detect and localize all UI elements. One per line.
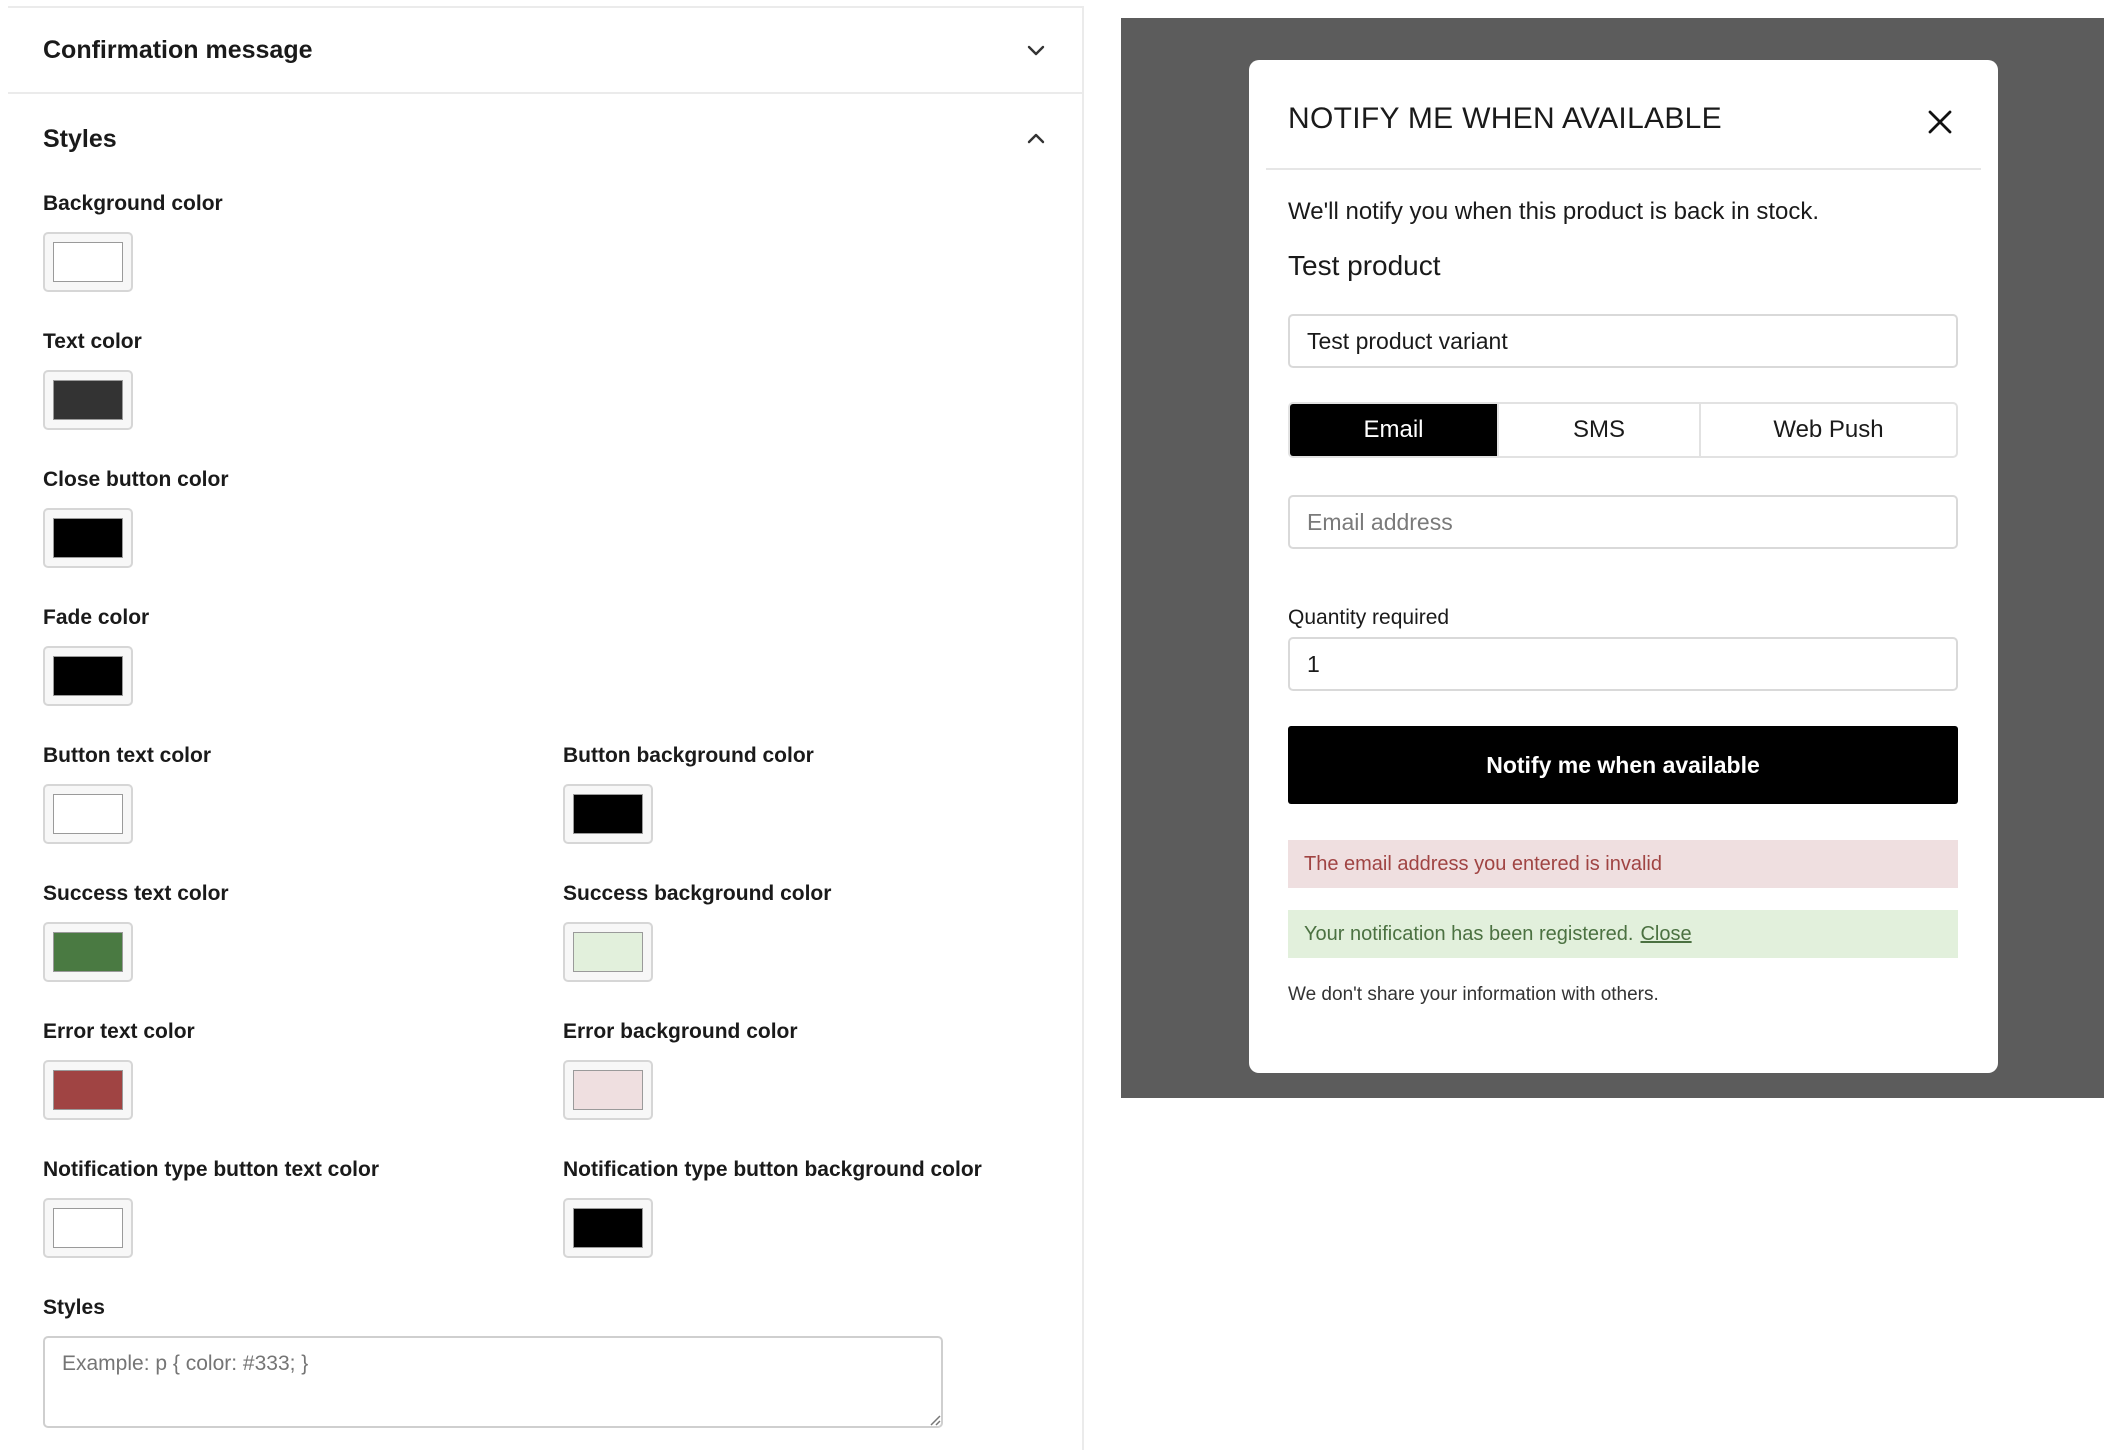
field-label: Success text color xyxy=(43,882,229,905)
resize-grip-icon[interactable] xyxy=(929,1414,941,1426)
modal-title: NOTIFY ME WHEN AVAILABLE xyxy=(1288,102,1722,135)
notification-type-tabs xyxy=(1288,402,1958,458)
error-background-color-swatch[interactable] xyxy=(563,1060,653,1120)
custom-styles-textarea[interactable] xyxy=(43,1336,943,1428)
quantity-value: 1 xyxy=(1307,650,1320,677)
background-color-field xyxy=(43,190,223,292)
field-label: Text color xyxy=(43,330,142,353)
button-text-color-field xyxy=(43,742,211,844)
field-label: Fade color xyxy=(43,606,150,629)
notification-type-button-background-color-field xyxy=(563,1156,982,1258)
swatch-color xyxy=(53,1070,123,1110)
field-label: Error text color xyxy=(43,1020,195,1043)
swatch-color xyxy=(53,1208,123,1248)
button-text-color-swatch[interactable] xyxy=(43,784,133,844)
chevron-down-icon xyxy=(1024,38,1048,62)
accordion-styles[interactable] xyxy=(8,96,1082,182)
email-input[interactable] xyxy=(1288,495,1958,549)
field-label: Styles xyxy=(43,1296,105,1319)
settings-panel xyxy=(8,6,1084,1450)
field-label: Background color xyxy=(43,192,223,215)
product-name: Test product xyxy=(1288,250,1441,281)
quantity-input[interactable] xyxy=(1288,637,1958,691)
tab-email[interactable]: Email xyxy=(1290,404,1497,456)
swatch-color xyxy=(53,932,123,972)
accordion-label: Confirmation message xyxy=(43,35,313,64)
tab-sms[interactable]: SMS xyxy=(1497,404,1699,456)
success-background-color-field xyxy=(563,880,831,982)
error-message-text: The email address you entered is invalid xyxy=(1304,852,1662,875)
notification-type-button-text-color-field xyxy=(43,1156,379,1258)
accordion-label: Styles xyxy=(43,124,117,153)
field-label: Notification type button text color xyxy=(43,1158,379,1181)
text-color-swatch[interactable] xyxy=(43,370,133,430)
field-label: Button text color xyxy=(43,744,211,767)
swatch-color xyxy=(53,794,123,834)
fade-color-field xyxy=(43,604,149,706)
field-label: Close button color xyxy=(43,468,229,491)
success-text-color-swatch[interactable] xyxy=(43,922,133,982)
text-color-field xyxy=(43,328,142,430)
variant-value: Test product variant xyxy=(1307,327,1508,354)
field-label: Success background color xyxy=(563,882,832,905)
error-background-color-field xyxy=(563,1018,798,1120)
modal-divider xyxy=(1266,168,1981,170)
success-message xyxy=(1288,910,1958,958)
tab-web-push[interactable]: Web Push xyxy=(1699,404,1956,456)
fade-color-swatch[interactable] xyxy=(43,646,133,706)
swatch-color xyxy=(573,1208,643,1248)
success-message-text: Your notification has been registered. xyxy=(1304,922,1634,945)
swatch-color xyxy=(573,932,643,972)
swatch-color xyxy=(573,1070,643,1110)
swatch-color xyxy=(53,380,123,420)
swatch-color xyxy=(53,656,123,696)
modal-intro: We'll notify you when this product is back in stock. xyxy=(1288,198,1820,225)
success-close-link[interactable]: Close xyxy=(1640,922,1692,945)
email-placeholder: Email address xyxy=(1307,508,1453,535)
notification-type-button-text-color-swatch[interactable] xyxy=(43,1198,133,1258)
success-text-color-field xyxy=(43,880,229,982)
close-icon[interactable] xyxy=(1926,108,1954,136)
chevron-up-icon xyxy=(1024,127,1048,151)
success-background-color-swatch[interactable] xyxy=(563,922,653,982)
button-background-color-swatch[interactable] xyxy=(563,784,653,844)
notify-me-button[interactable]: Notify me when available xyxy=(1288,726,1958,804)
variant-select[interactable] xyxy=(1288,314,1958,368)
error-text-color-field xyxy=(43,1018,195,1120)
button-background-color-field xyxy=(563,742,814,844)
field-label: Notification type button background color xyxy=(563,1158,982,1181)
swatch-color xyxy=(53,518,123,558)
swatch-color xyxy=(53,242,123,282)
close-button-color-field xyxy=(43,466,229,568)
custom-styles-field xyxy=(43,1294,105,1322)
swatch-color xyxy=(573,794,643,834)
field-label: Error background color xyxy=(563,1020,798,1043)
background-color-swatch[interactable] xyxy=(43,232,133,292)
notification-type-button-background-color-swatch[interactable] xyxy=(563,1198,653,1258)
notify-modal xyxy=(1249,60,1998,1073)
quantity-label: Quantity required xyxy=(1288,606,1450,629)
error-message xyxy=(1288,840,1958,888)
close-button-color-swatch[interactable] xyxy=(43,508,133,568)
error-text-color-swatch[interactable] xyxy=(43,1060,133,1120)
accordion-confirmation-message[interactable] xyxy=(8,8,1082,94)
privacy-note: We don't share your information with others. xyxy=(1288,984,1659,1005)
field-label: Button background color xyxy=(563,744,814,767)
